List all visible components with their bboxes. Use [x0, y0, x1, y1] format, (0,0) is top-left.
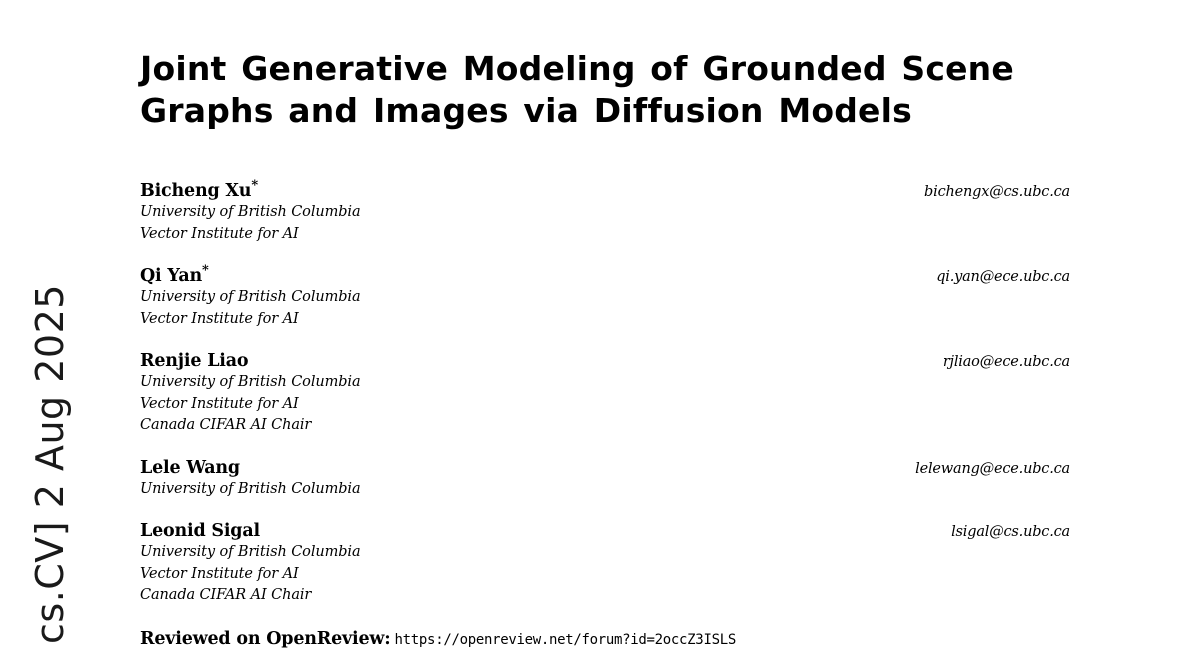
arxiv-stamp-text: cs.CV] 2 Aug 2025	[28, 284, 72, 644]
author-entry	[140, 180, 1070, 245]
author-name	[140, 265, 1070, 287]
author-affiliation: Vector Institute for AI	[140, 395, 299, 412]
author-affiliation: University of British Columbia	[140, 204, 361, 220]
author-name-text: Leonid Sigal	[140, 521, 260, 541]
author-email[interactable]: bichengx@cs.ubc.ca	[924, 184, 1070, 200]
author-email[interactable]: qi.yan@ece.ubc.ca	[936, 269, 1070, 285]
author-affiliation: Vector Institute for AI	[140, 565, 299, 582]
author-name-text: Lele Wang	[140, 457, 240, 478]
author-affiliation: Canada CIFAR AI Chair	[140, 587, 312, 603]
author-email[interactable]: rjliao@ece.ubc.ca	[942, 354, 1070, 370]
author-affiliation: Canada CIFAR AI Chair	[140, 417, 312, 433]
author-affiliation: Vector Institute for AI	[140, 225, 299, 242]
openreview-label: Reviewed on OpenReview:	[140, 628, 391, 649]
author-name	[140, 520, 1070, 542]
author-entry	[140, 520, 1070, 607]
author-affiliation: University of British Columbia	[140, 480, 361, 497]
author-footnote-marker: *	[251, 178, 258, 194]
author-email[interactable]: lelewang@ece.ubc.ca	[915, 460, 1070, 477]
paper-page	[140, 0, 1070, 648]
author-affiliation: University of British Columbia	[140, 289, 361, 305]
author-name-text: Bicheng Xu	[140, 181, 252, 201]
page-title: Joint Generative Modeling of Grounded Scene Graphs and Images via Diffusion Models	[140, 49, 1014, 130]
arxiv-stamp	[0, 0, 100, 648]
author-affiliation: University of British Columbia	[140, 374, 361, 390]
author-affiliation: University of British Columbia	[140, 544, 361, 560]
openreview-line	[140, 629, 1070, 649]
author-list	[140, 180, 1070, 607]
author-entry	[140, 457, 1070, 501]
openreview-link[interactable]: https://openreview.net/forum?id=2occZ3ISLS	[394, 631, 736, 648]
author-affiliation: Vector Institute for AI	[140, 310, 299, 327]
author-email[interactable]: lsigal@cs.ubc.ca	[951, 524, 1070, 540]
author-footnote-marker: *	[201, 263, 209, 279]
author-name-text: Qi Yan	[140, 266, 202, 286]
author-name	[140, 350, 1070, 372]
author-entry	[140, 265, 1070, 330]
author-entry	[140, 350, 1070, 437]
author-name-text: Renjie Liao	[140, 351, 249, 371]
